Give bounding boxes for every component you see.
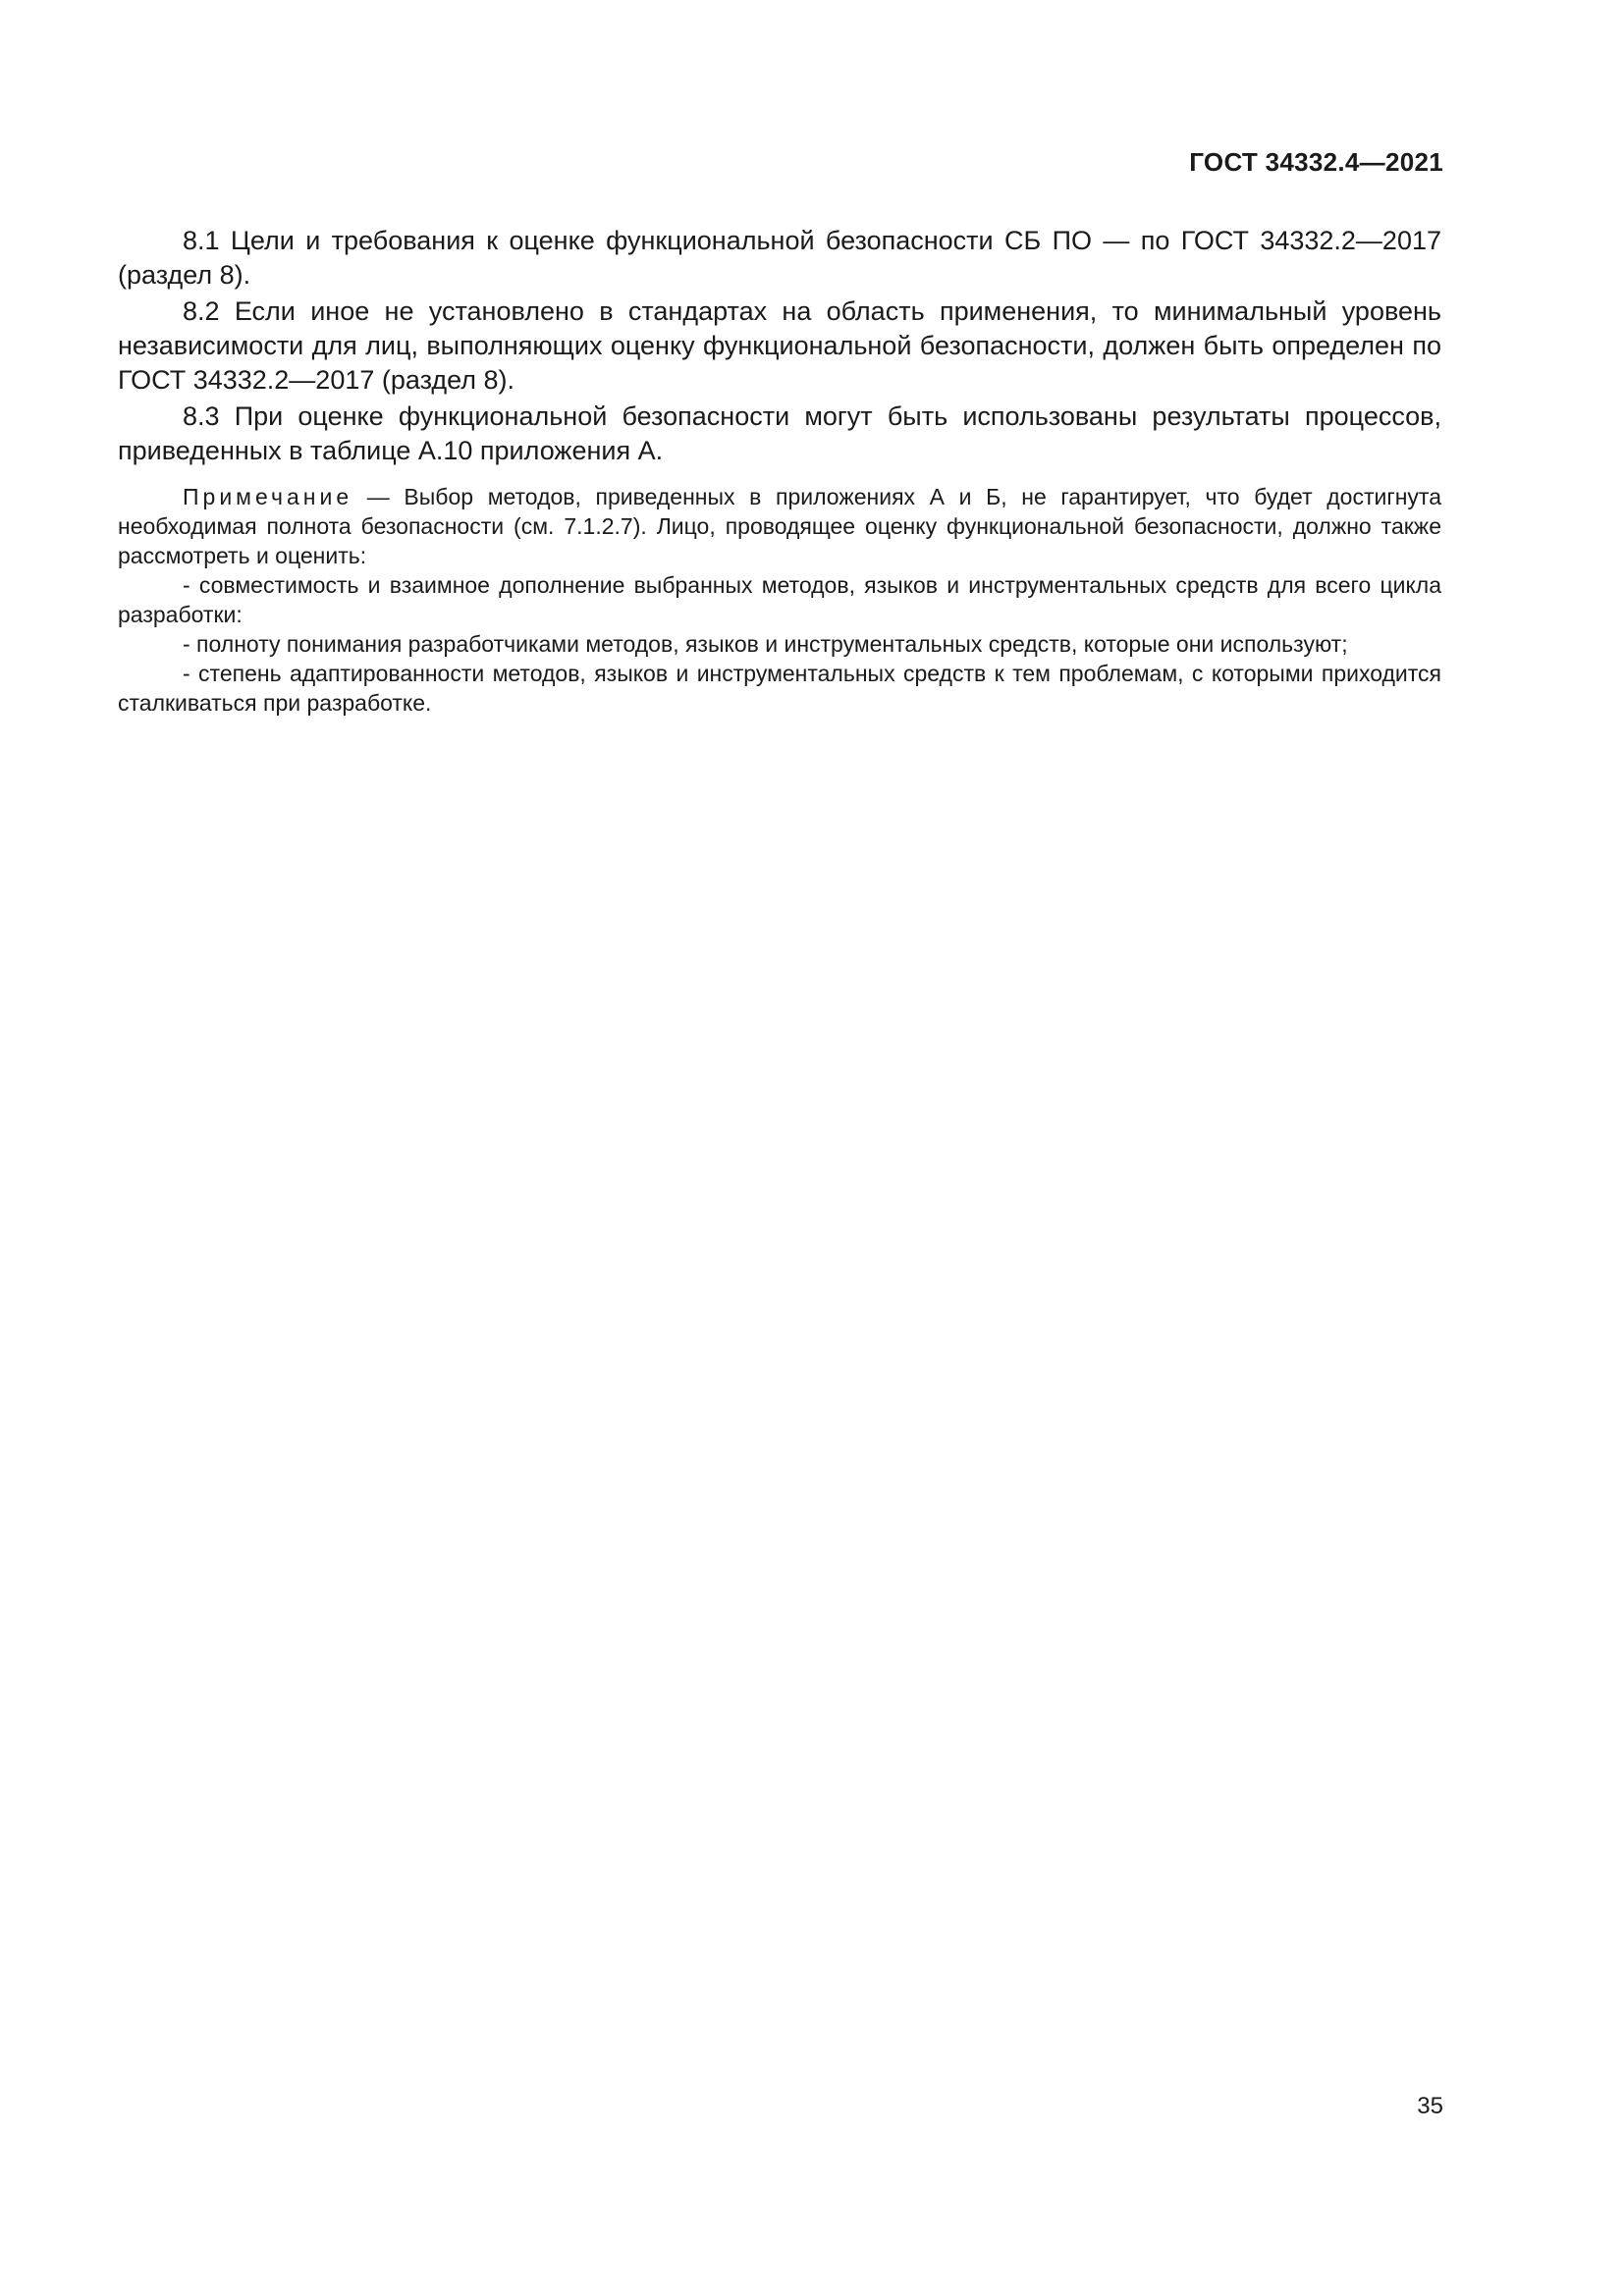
- note-item-adaptation: - степень адаптированности методов, языков и инструментальных средств к тем проблемам, с которыми приходится сталкиваться при разработке.: [118, 661, 1441, 716]
- note-label: Примечание: [183, 484, 353, 509]
- note-dash: —: [352, 484, 405, 509]
- note-intro: [118, 482, 1441, 570]
- note-block: [118, 482, 1441, 718]
- paragraph-8-2: 8.2 Если иное не установлено в стандартах на область применения, то минимальный уровень независимости для лиц, выполняющих оценку функциональной безопасности, должен быть определен по ГОСТ 34332.2—2017 (раздел 8).: [118, 296, 1441, 395]
- note-text: Выбор методов, приведенных в приложениях А и Б, не гарантирует, что будет достигнута необходимая полнота безопасности (см. 7.1.2.7). Лицо, проводящее оценку функциональной безопасности, должно также рассмотреть и оценить:: [118, 484, 1441, 568]
- note-item-understanding: - полноту понимания разработчиками методов, языков и инструментальных средств, которые они используют;: [183, 631, 1348, 657]
- paragraph-8-1: 8.1 Цели и требования к оценке функциональной безопасности СБ ПО — по ГОСТ 34332.2—2017 (раздел 8).: [118, 226, 1441, 290]
- document-code-header: ГОСТ 34332.4—2021: [1189, 147, 1443, 177]
- section-8-body: [118, 224, 1441, 718]
- note-item-compatibility: - совместимость и взаимное дополнение выбранных методов, языков и инструментальных средств для всего цикла разработки:: [118, 572, 1441, 627]
- page-number: 35: [1417, 2093, 1443, 2119]
- paragraph-8-3: 8.3 При оценке функциональной безопасности могут быть использованы результаты процессов, приведенных в таблице А.10 приложения А.: [118, 401, 1441, 465]
